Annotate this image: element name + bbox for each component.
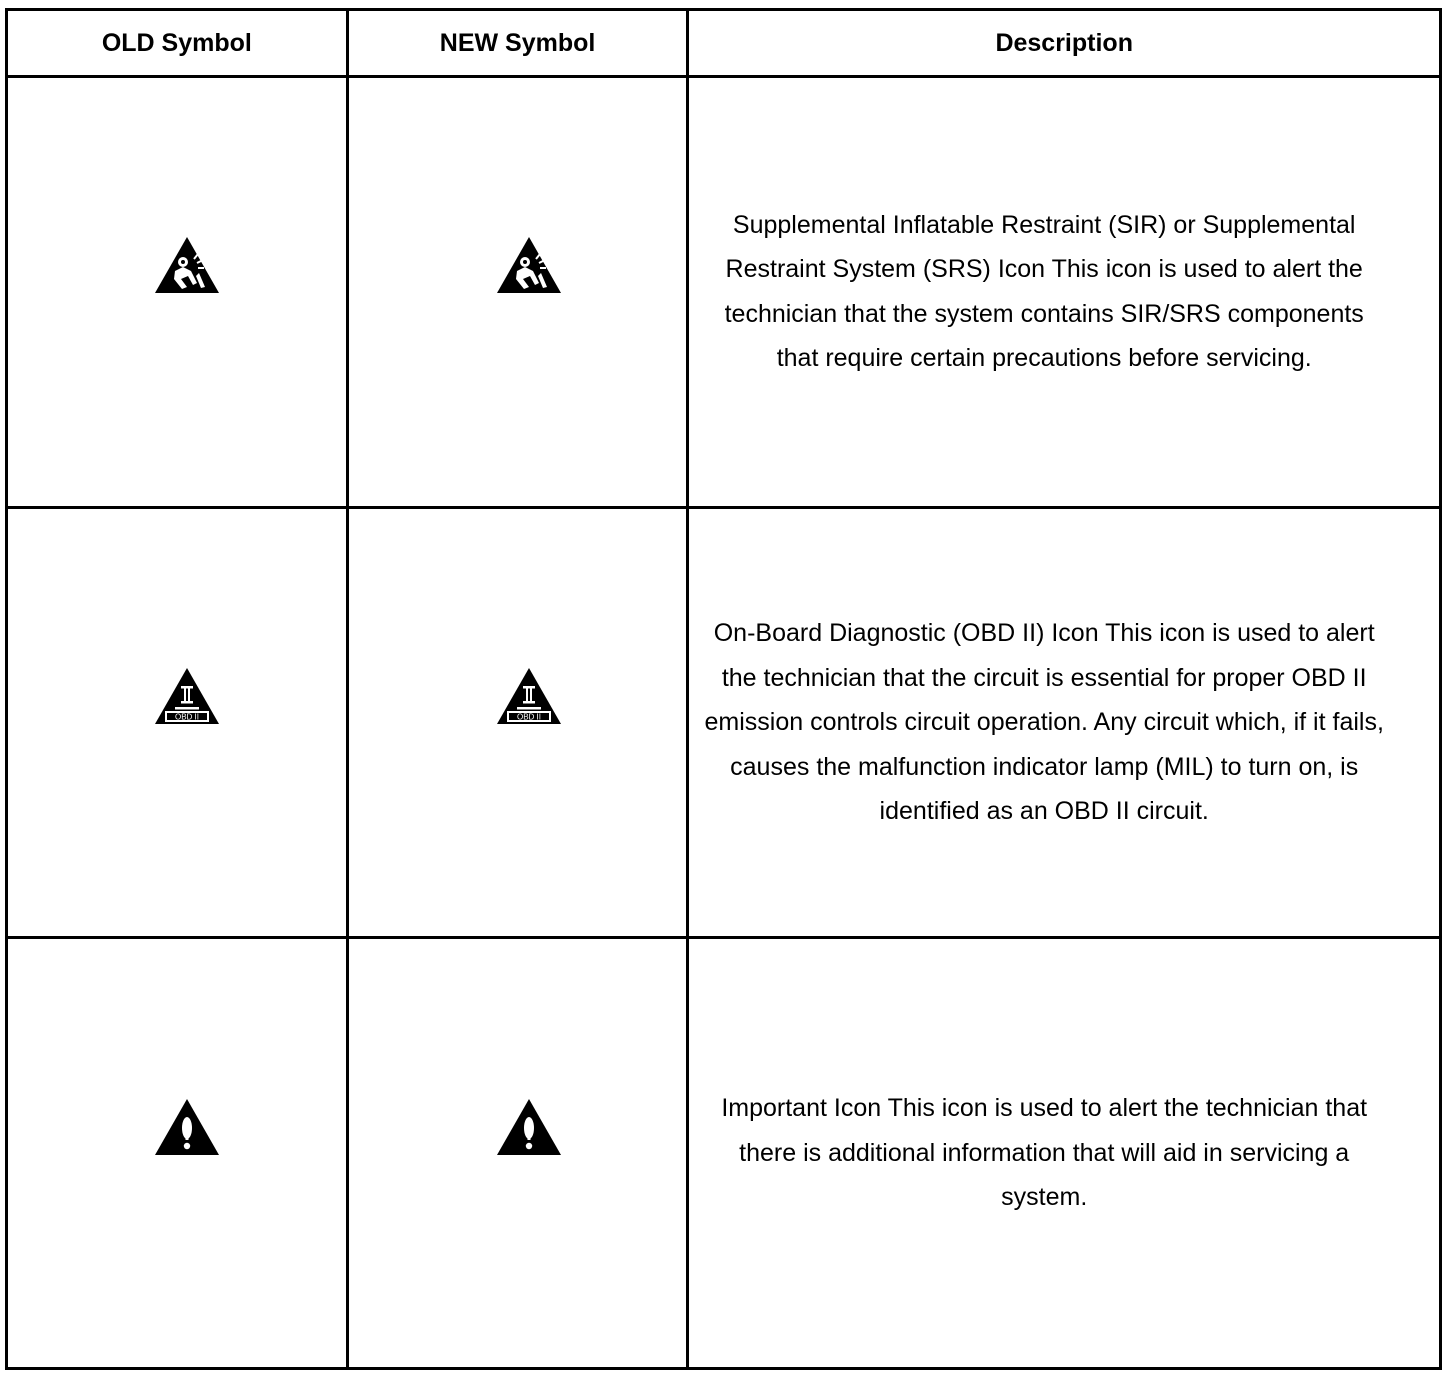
table-row [7, 507, 1441, 938]
svg-text:OBD II: OBD II [174, 712, 199, 722]
header-description: Description [688, 10, 1441, 77]
obd-ii-warning-icon [153, 666, 221, 726]
old-symbol-cell [7, 507, 348, 938]
new-symbol-cell [347, 77, 688, 508]
header-old-symbol: OLD Symbol [7, 10, 348, 77]
description-text: On-Board Diagnostic (OBD II) Icon This icon is used to alert the technician that the circuit is essential for proper OBD II emission controls circuit operation. Any circuit which, if it fails, causes the malfunction indicator lamp (MIL) to turn on, is identified as an OBD II circuit. [704, 619, 1384, 826]
description-text: Supplemental Inflatable Restraint (SIR) or Supplemental Restraint System (SRS) Icon This icon is used to alert the technician that the system contains SIR/SRS components that require certain precautions before servicing. [724, 210, 1364, 373]
description-cell [688, 938, 1441, 1369]
new-symbol-cell [347, 507, 688, 938]
obd-ii-warning-icon [495, 666, 563, 726]
description-cell [688, 507, 1441, 938]
description-cell [688, 77, 1441, 508]
table-row [7, 938, 1441, 1369]
table-row [7, 77, 1441, 508]
description-text: Important Icon This icon is used to alert the technician that there is additional information that will aid in servicing a system. [721, 1094, 1368, 1212]
table-header-row [7, 10, 1441, 77]
old-symbol-cell [7, 938, 348, 1369]
new-symbol-cell [347, 938, 688, 1369]
important-exclamation-warning-icon [495, 1097, 563, 1157]
header-new-symbol: NEW Symbol [347, 10, 688, 77]
old-symbol-cell [7, 77, 348, 508]
svg-text:OBD II: OBD II [516, 712, 541, 722]
symbol-comparison-table [5, 8, 1442, 1370]
sir-airbag-warning-icon [153, 235, 221, 295]
important-exclamation-warning-icon [153, 1097, 221, 1157]
sir-airbag-warning-icon [495, 235, 563, 295]
